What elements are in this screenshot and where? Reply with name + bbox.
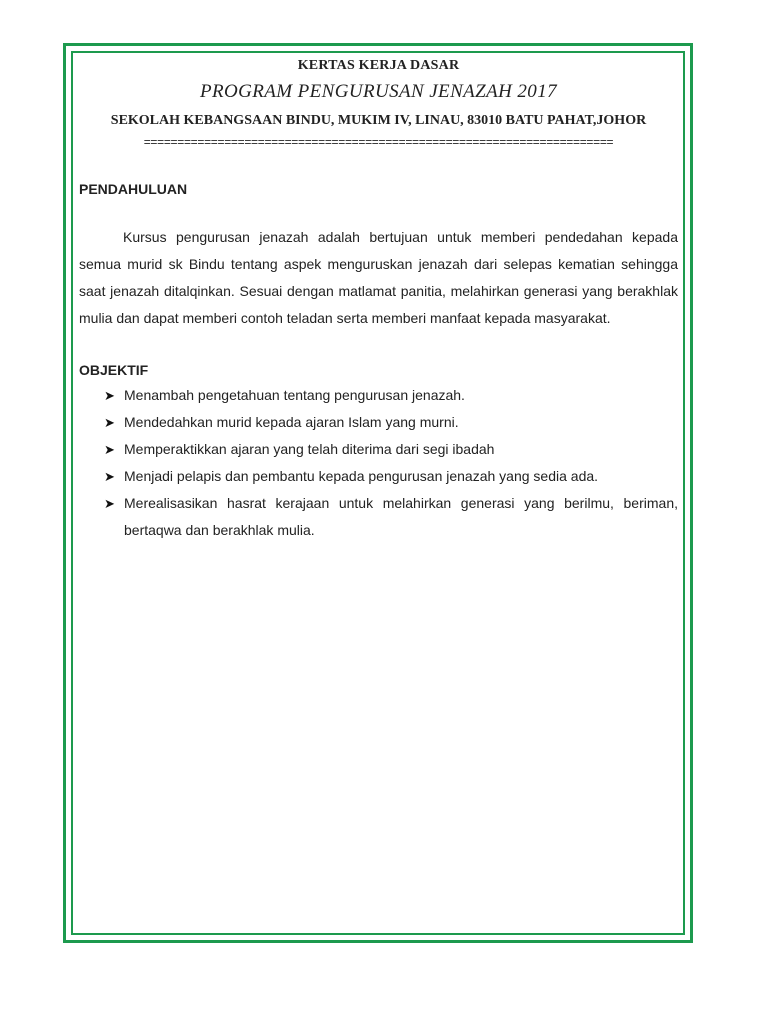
arrowhead-bullet-icon: ➤ — [104, 442, 115, 457]
objektif-heading: OBJEKTIF — [79, 362, 149, 378]
arrowhead-bullet-icon: ➤ — [104, 388, 115, 403]
arrowhead-bullet-icon: ➤ — [104, 469, 115, 484]
document-body — [79, 58, 678, 544]
arrowhead-bullet-icon: ➤ — [104, 415, 115, 430]
pendahuluan-paragraph: Kursus pengurusan jenazah adalah bertujuan untuk memberi pendedahan kepada semua murid sk Bindu tentang aspek menguruskan jenazah dari selepas kematian sehingga saat jenazah ditalqinkan. Sesuai dengan matlamat panitia, melahirkan generasi yang berakhlak mulia dan dapat memberi contoh teladan serta memberi manfaat kepada masyarakat. — [79, 229, 678, 326]
list-item — [79, 463, 678, 490]
program-title: PROGRAM PENGURUSAN JENAZAH 2017 — [200, 81, 557, 102]
list-item-text: Memperaktikkan ajaran yang telah diterima dari segi ibadah — [124, 441, 495, 457]
list-item — [79, 382, 678, 409]
header-divider: ====================================================================== — [143, 135, 614, 149]
objektif-list — [79, 382, 678, 544]
list-item — [79, 490, 678, 544]
pendahuluan-heading: PENDAHULUAN — [79, 181, 188, 197]
list-item-text: Menambah pengetahuan tentang pengurusan jenazah. — [124, 387, 465, 403]
arrowhead-bullet-icon: ➤ — [104, 496, 115, 511]
list-item-text: Merealisasikan hasrat kerajaan untuk melahirkan generasi yang berilmu, beriman, bertaqwa dan berakhlak mulia. — [124, 495, 678, 538]
list-item — [79, 436, 678, 463]
school-address: SEKOLAH KEBANGSAAN BINDU, MUKIM IV, LINAU, 83010 BATU PAHAT,JOHOR — [110, 113, 647, 128]
list-item-text: Mendedahkan murid kepada ajaran Islam yang murni. — [124, 414, 459, 430]
list-item-text: Menjadi pelapis dan pembantu kepada pengurusan jenazah yang sedia ada. — [124, 468, 599, 484]
document-type-label: KERTAS KERJA DASAR — [297, 58, 460, 73]
list-item — [79, 409, 678, 436]
